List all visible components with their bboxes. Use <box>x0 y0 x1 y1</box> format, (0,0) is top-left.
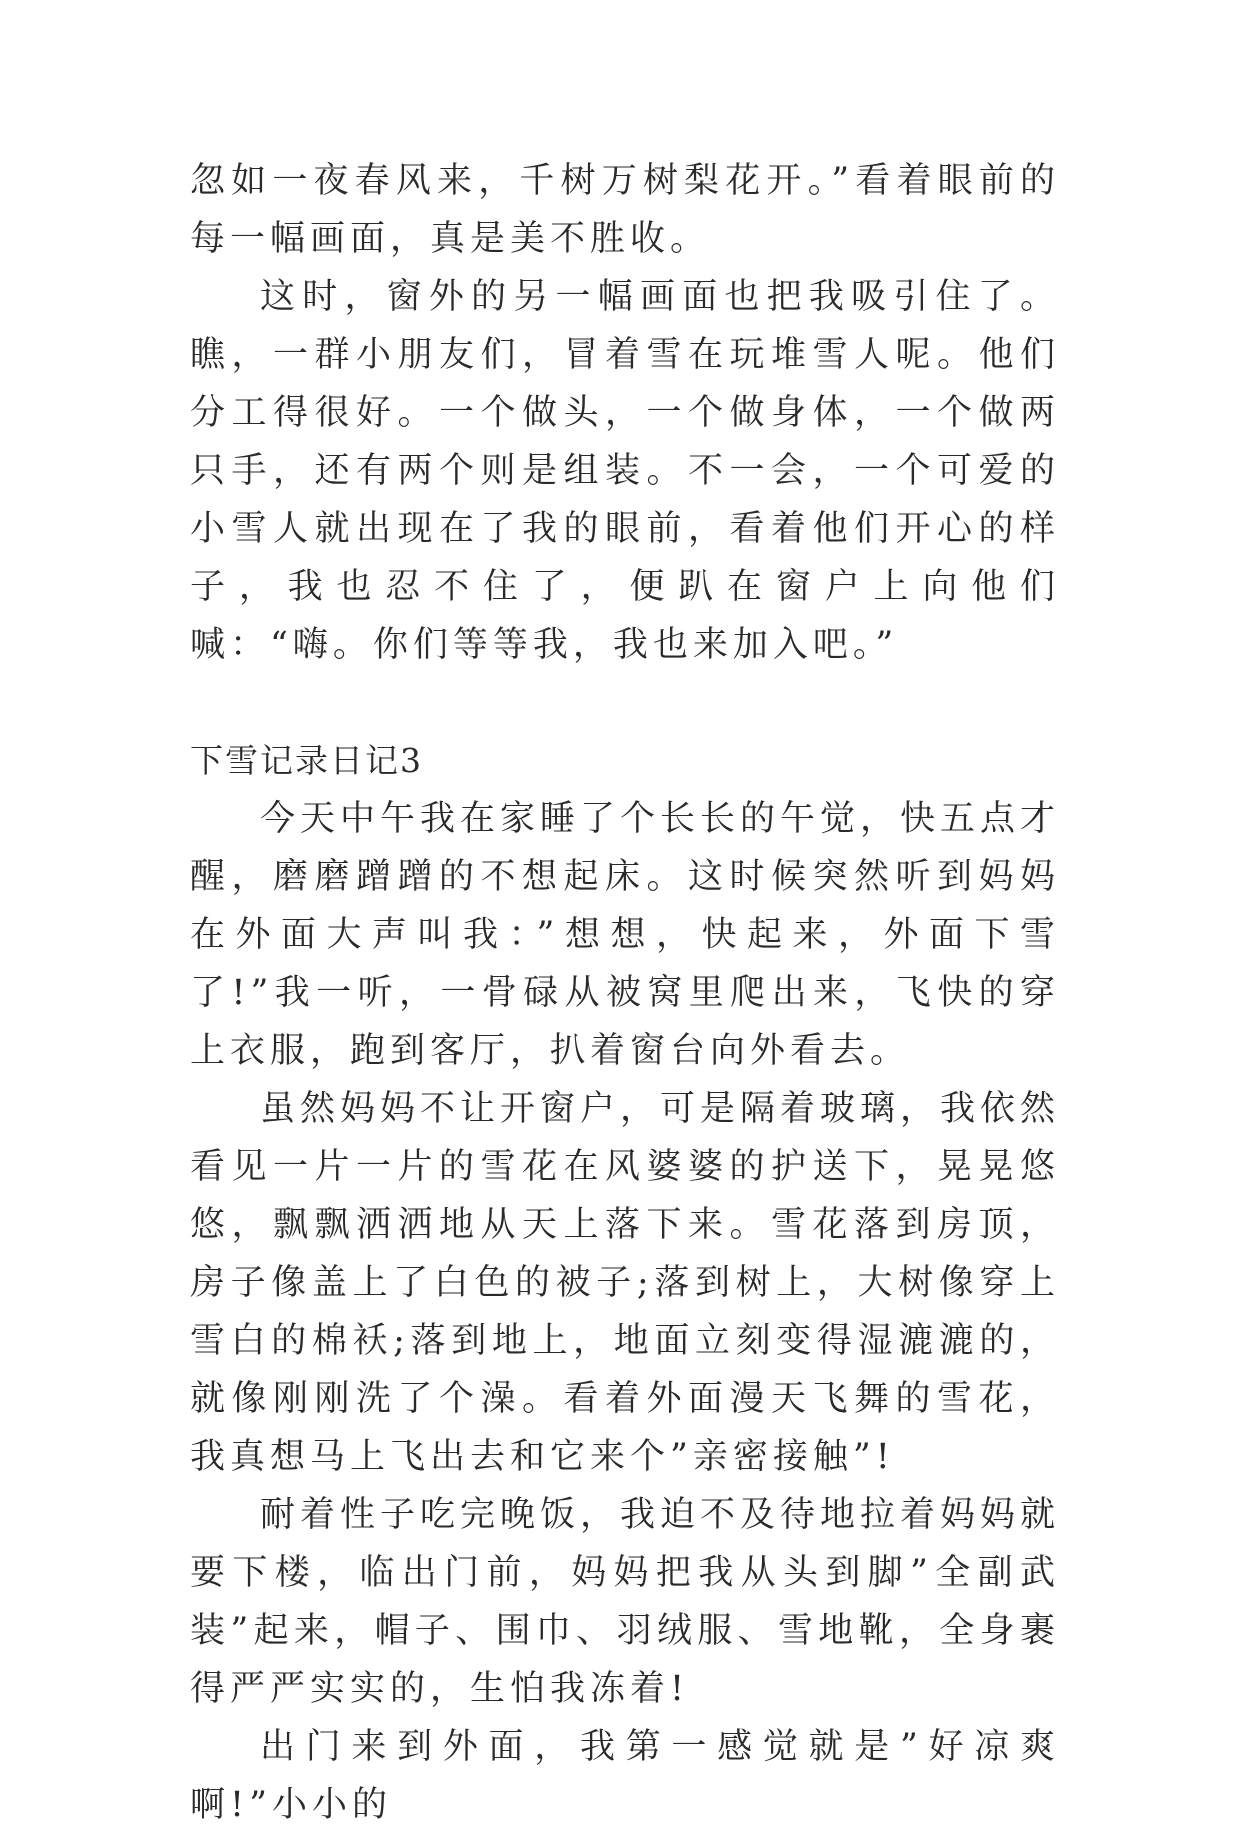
paragraph-outside: 出门来到外面，我第一感觉就是”好凉爽啊!”小小的 <box>190 1727 1060 1825</box>
paragraph-dinner: 耐着性子吃完晚饭，我迫不及待地拉着妈妈就要下楼，临出门前，妈妈把我从头到脚”全副武装”起来，帽子、围巾、羽绒服、雪地靴，全身裹得严严实实的，生怕我冻着! <box>190 1495 1061 1709</box>
paragraph-snowman: 这时，窗外的另一幅画面也把我吸引住了。瞧，一群小朋友们，冒着雪在玩堆雪人呢。他们分工得很好。一个做头，一个做身体，一个做两只手，还有两个则是组装。不一会，一个可爱的小雪人就出现在了我的眼前，看着他们开心的样子，我也忍不住了，便趴在窗户上向他们喊：“嗨。你们等等我，我也来加入吧。” <box>190 277 1060 665</box>
section-spacer <box>190 674 1060 732</box>
paragraph-nap: 今天中午我在家睡了个长长的午觉，快五点才醒，磨磨蹭蹭的不想起床。这时候突然听到妈妈在外面大声叫我：”想想，快起来，外面下雪了!”我一听，一骨碌从被窝里爬出来，飞快的穿上衣服，跑到客厅，扒着窗台向外看去。 <box>190 799 1061 1071</box>
document-body <box>190 152 1060 1834</box>
paragraph-poem-ending: 忽如一夜春风来，千树万树梨花开。”看着眼前的每一幅画面，真是美不胜收。 <box>190 161 1060 259</box>
paragraph-snowflakes: 虽然妈妈不让开窗户，可是隔着玻璃，我依然看见一片一片的雪花在风婆婆的护送下，晃晃悠悠，飘飘洒洒地从天上落下来。雪花落到房顶，房子像盖上了白色的被子;落到树上，大树像穿上雪白的棉袄;落到地上，地面立刻变得湿漉漉的，就像刚刚洗了个澡。看着外面漫天飞舞的雪花，我真想马上飞出去和它来个”亲密接触”! <box>190 1089 1061 1477</box>
section-heading: 下雪记录日记3 <box>190 741 423 780</box>
